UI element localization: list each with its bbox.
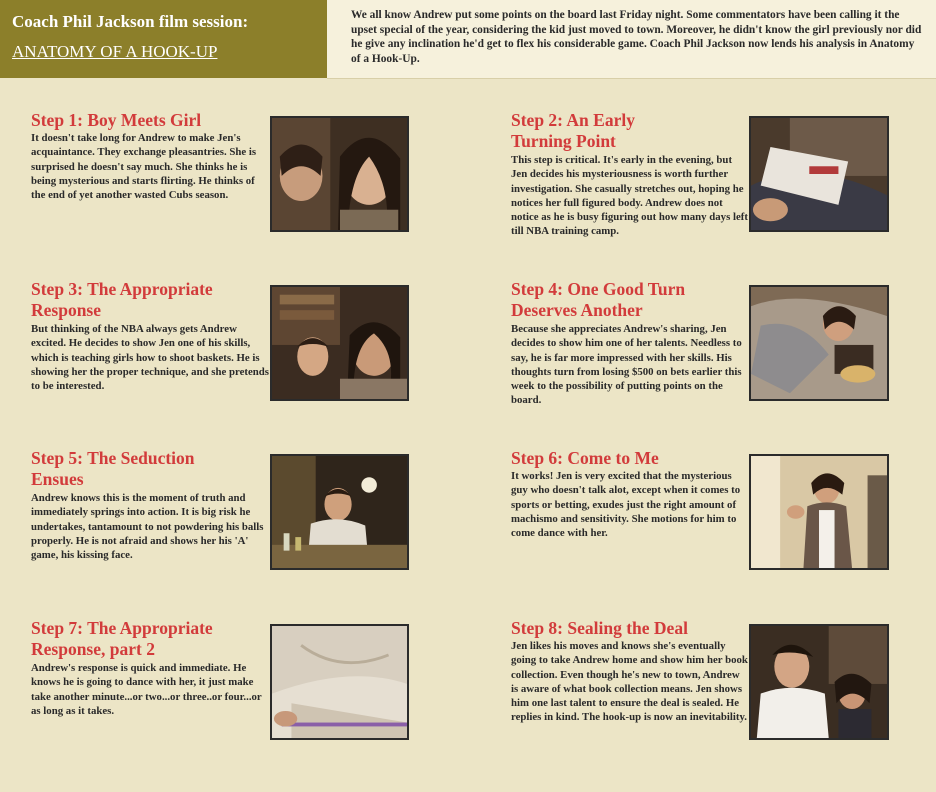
header-title: Coach Phil Jackson film session: — [12, 12, 249, 31]
step-7-photo — [270, 624, 409, 740]
step-text: Andrew knows this is the moment of truth and immediately springs into action. It is big risk he undertakes, tantamount to not powdering his balls properly. He is not afraid and shows her his 'A' game, his kissing face. — [31, 492, 264, 562]
step-title: Step 8: Sealing the Deal — [511, 618, 688, 638]
step-text: Because she appreciates Andrew's sharing, Jen decides to show him one of her talents. Needless to say, he is far more impressed with her skills. His thoughts turn from losing $500 on bets earlier this week to the possibility of putting points on the board. — [511, 323, 742, 407]
intro-text: We all know Andrew put some points on the board last Friday night. Some commentators have been calling it the upset special of the year, considering the kid just moved to town. Moreover, he didn't know the girl previously nor did he give any inclination he'd get to flex his considerable game. Coach Phil Jackson now lends his analysis in Anatomy of a Hook-Up. — [351, 9, 922, 65]
step-text: Andrew's response is quick and immediate. He knows he is going to dance with her, it just make take another minute...or two...or three..or four...or as long as it takes. — [31, 662, 262, 717]
step-title: Step 4: One Good Turn Deserves Another — [511, 279, 686, 320]
step-text: But thinking of the NBA always gets Andrew excited. He decides to show Jen one of his skills, which is teaching girls how to shoot baskets. He is showing her the proper technique, and she pretends to be interested. — [31, 323, 269, 393]
step-title: Step 3: The Appropriate Response — [31, 279, 213, 320]
step-5-photo — [270, 454, 409, 570]
step-title: Step 2: An Early Turning Point — [511, 110, 635, 151]
step-text: It doesn't take long for Andrew to make Jen's acquaintance. They exchange pleasantries. She is surprised he doesn't say much. She thinks he is being mysterious and starts flirting. He thinks of the end of yet another wasted Cubs season. — [31, 132, 257, 202]
step-text: It works! Jen is very excited that the mysterious guy who doesn't talk alot, except when it comes to sports or betting, exudes just the right amount of machismo and sensitivity. She motions for him to come dance with her. — [511, 470, 741, 540]
header-subtitle: ANATOMY OF A HOOK-UP — [12, 42, 218, 61]
step-1-photo — [270, 116, 409, 232]
step-4-photo — [749, 285, 889, 401]
step-title: Step 6: Come to Me — [511, 448, 659, 468]
step-text: This step is critical. It's early in the evening, but Jen decides his mysteriousness is worth further investigation. She casually stretches out, hoping he notices her full figured body. Andrew does not notice as he is busy figuring out how many days left till NBA training camp. — [511, 154, 748, 238]
intro-box — [327, 0, 936, 79]
step-2-photo — [749, 116, 889, 232]
header-banner — [0, 0, 327, 78]
step-6-photo — [749, 454, 889, 570]
step-text: Jen likes his moves and knows she's eventually going to take Andrew home and show him her book collection. Even though he's new to town, Andrew is aware of what book collection means. Jen shows him one last talent to ensure the deal is sealed. He replies in kind. The hook-up is now an inevitability. — [511, 640, 748, 724]
step-title: Step 1: Boy Meets Girl — [31, 110, 202, 130]
step-3-photo — [270, 285, 409, 401]
step-8-photo — [749, 624, 889, 740]
step-title: Step 7: The Appropriate Response, part 2 — [31, 618, 213, 659]
step-title: Step 5: The Seduction Ensues — [31, 448, 195, 489]
